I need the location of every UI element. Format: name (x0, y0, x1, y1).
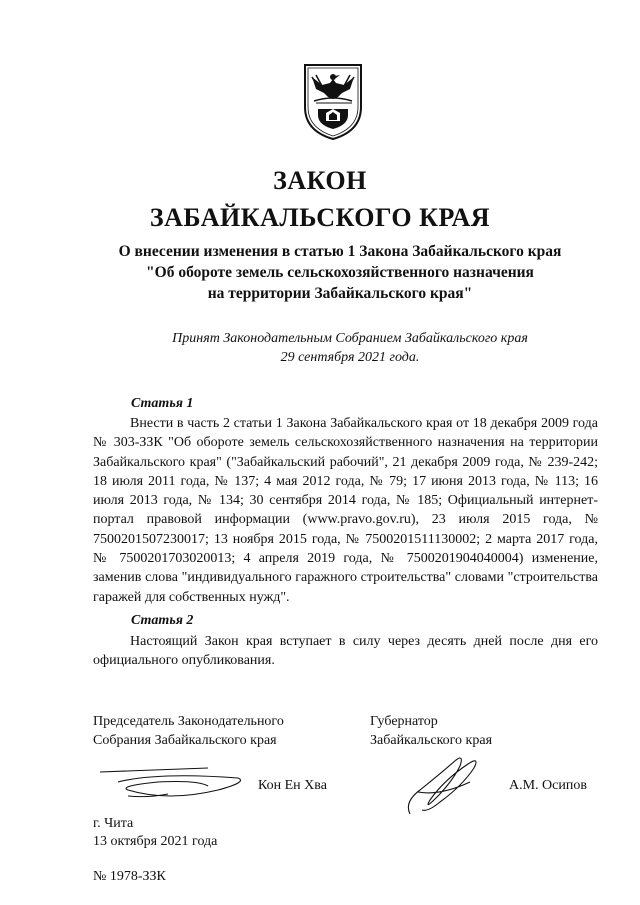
governor-title (370, 712, 492, 750)
law-number: № 1978-ЗЗК (93, 869, 166, 884)
subtitle-line: на территории Забайкальского края" (207, 285, 473, 302)
article-2-body (93, 632, 598, 671)
adoption-line: Принят Законодательным Собранием Забайкальского края (172, 331, 528, 346)
adoption-date: 29 сентября 2021 года. (280, 350, 420, 365)
chair-title-line: Председатель Законодательного (93, 714, 284, 729)
article-1-body (93, 414, 598, 607)
zabaykalsky-coat-of-arms-icon (302, 63, 364, 141)
law-title: ЗАКОН (273, 166, 367, 195)
signing-date: 13 октября 2021 года (93, 834, 218, 849)
governor-signature (400, 752, 490, 822)
governor-title-line: Губернатор (370, 714, 438, 729)
article-1-heading: Статья 1 (131, 396, 194, 411)
governor-name: А.М. Осипов (509, 778, 587, 793)
article-2-text: Настоящий Закон края вступает в силу через десять дней после дня его официального опубликования. (93, 634, 598, 669)
region-title: ЗАБАЙКАЛЬСКОГО КРАЯ (149, 203, 491, 232)
subtitle-line: О внесении изменения в статью 1 Закона Забайкальского края (118, 243, 562, 260)
chair-title (93, 712, 284, 750)
article-2-heading: Статья 2 (131, 613, 194, 628)
chair-signature (98, 760, 248, 810)
article-1-text: Внести в часть 2 статьи 1 Закона Забайкальского края от 18 декабря 2009 года № 303-ЗЗК "Об обороте земель сельскохозяйственного назначения на территории Забайкальского края" ("Забайкальский рабочий", 21 декабря 2009 года, № 239-242; 18 июля 2011 года, № 137; 4 мая 2012 года, № 79; 17 июня 2013 года, № 113; 16 июля 2013 года, № 134; 30 сентября 2014 года, № 185; Официальный интернет-портал правовой информации (www.pravo.gov.ru), 23 июля 2015 года, № 7500201507230017; 13 ноября 2015 года, № 7500201511130002; 2 марта 2017 года, № 7500201703020013; 4 апреля 2019 года, № 7500201904040004) изменение, заменив слова "индивидуального гаражного строительства" словами "строительства гаражей для собственных нужд". (93, 416, 598, 605)
city: г. Чита (93, 816, 134, 831)
subtitle-line: "Об обороте земель сельскохозяйственного назначения (146, 264, 534, 281)
chair-name: Кон Ен Хва (258, 778, 327, 793)
adoption-note (0, 329, 640, 367)
law-subtitle (0, 241, 640, 304)
chair-title-line: Собрания Забайкальского края (93, 733, 277, 748)
governor-title-line: Забайкальского края (370, 733, 493, 748)
